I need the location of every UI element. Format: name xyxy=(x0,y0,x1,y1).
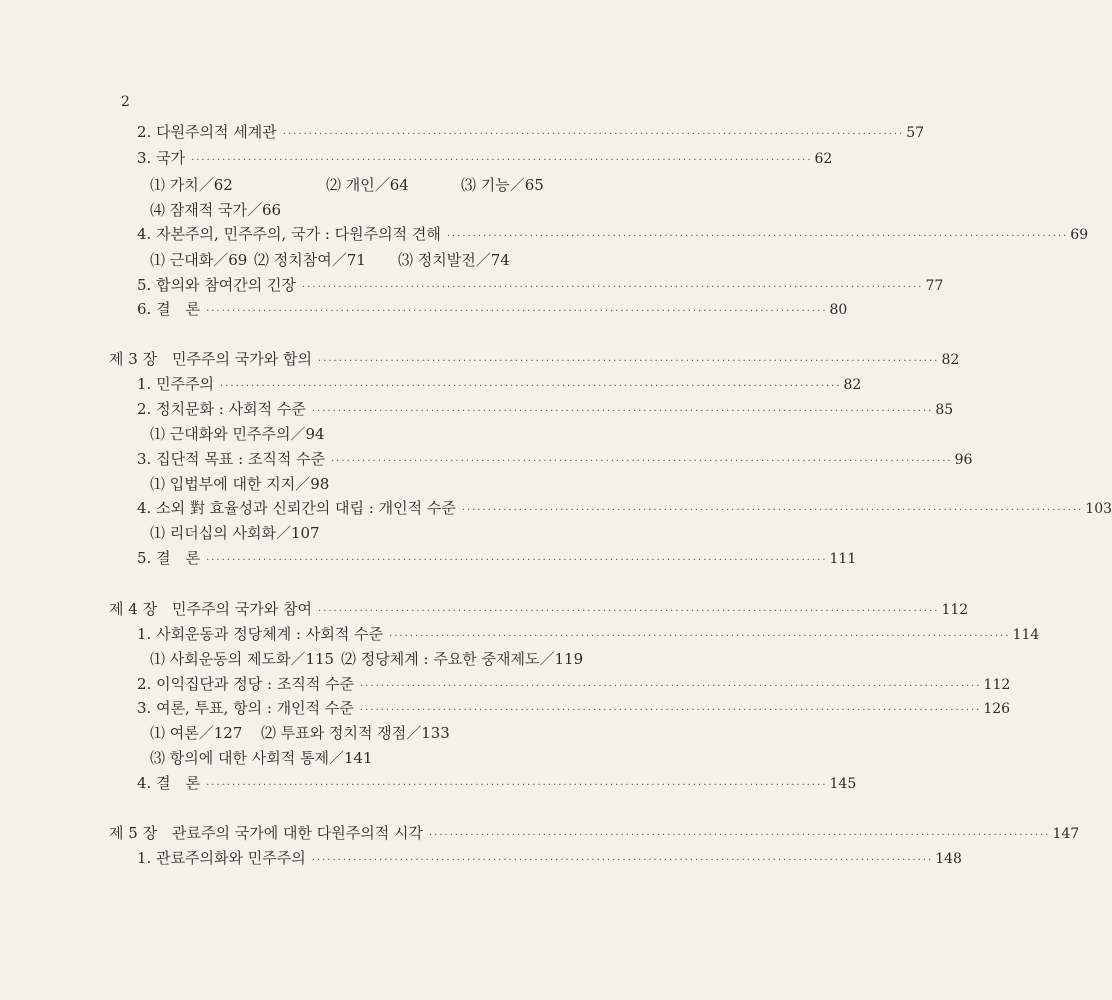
toc-entry-title: 4. 소외 對 효율성과 신뢰간의 대립 : 개인적 수준 xyxy=(137,499,456,517)
toc-entry xyxy=(137,772,857,794)
dot-leader: ························································································································ xyxy=(282,129,905,140)
dot-leader: ························································································································ xyxy=(331,456,953,467)
toc-subitem: ⑴ 가치／62 xyxy=(150,176,233,194)
toc-entry xyxy=(109,822,1080,844)
dot-leader: ························································································································ xyxy=(206,306,828,317)
toc-entry-title: 3. 집단적 목표 : 조직적 수준 xyxy=(137,450,326,468)
toc-subitem: ⑴ 근대화／69 xyxy=(150,251,248,269)
dot-leader: ························································································································ xyxy=(428,830,1051,841)
toc-entry-page: 148 xyxy=(935,851,962,867)
toc-entry-page: 114 xyxy=(1012,627,1040,643)
toc-entry-title: 제 3 장 민주주의 국가와 합의 xyxy=(109,350,313,368)
toc-entry-title: 5. 합의와 참여간의 긴장 xyxy=(137,276,297,294)
toc-subitem: ⑷ 잠재적 국가／66 xyxy=(150,201,282,219)
toc-entry xyxy=(137,847,962,869)
toc-entry-title: 제 5 장 관료주의 국가에 대한 다원주의적 시각 xyxy=(109,824,423,842)
toc-entry-title: 5. 결 론 xyxy=(137,549,201,567)
toc-entry-page: 103 xyxy=(1085,501,1112,517)
toc-entry-title: 6. 결 론 xyxy=(137,300,201,318)
dot-leader: ························································································································ xyxy=(461,505,1084,516)
toc-entry-page: 82 xyxy=(843,377,862,393)
toc-entry xyxy=(137,398,954,420)
toc-entry xyxy=(137,274,944,296)
toc-entry-page: 80 xyxy=(829,302,848,318)
toc-subitem: ⑵ 투표와 정치적 쟁점／133 xyxy=(261,724,450,742)
toc-entry xyxy=(137,673,1011,695)
dot-leader: ························································································································ xyxy=(360,681,982,692)
dot-leader: ························································································································ xyxy=(191,155,813,166)
toc-entry xyxy=(137,298,848,320)
dot-leader: ························································································································ xyxy=(359,705,982,716)
dot-leader: ························································································································ xyxy=(302,282,924,293)
toc-entry-page: 147 xyxy=(1052,826,1080,842)
toc-entry-title: 제 4 장 민주주의 국가와 참여 xyxy=(109,600,313,618)
toc-entry-page: 57 xyxy=(906,125,925,141)
toc-entry-page: 112 xyxy=(983,677,1011,693)
toc-entry-title: 1. 관료주의화와 민주주의 xyxy=(137,849,306,867)
dot-leader: ························································································································ xyxy=(206,555,828,566)
toc-entry-title: 3. 국가 xyxy=(137,149,186,167)
toc-subitem: ⑶ 항의에 대한 사회적 통제／141 xyxy=(150,749,373,767)
toc-entry-title: 1. 사회운동과 정당체계 : 사회적 수준 xyxy=(137,625,384,643)
toc-entry-title: 1. 민주주의 xyxy=(137,375,215,393)
toc-entry-page: 77 xyxy=(925,278,944,294)
toc-subitem: ⑵ 개인／64 xyxy=(326,176,409,194)
toc-subitem: ⑶ 정치발전／74 xyxy=(398,251,510,269)
toc-subitem: ⑴ 입법부에 대한 지지／98 xyxy=(150,475,330,493)
dot-leader: ························································································································ xyxy=(206,780,828,791)
toc-entry xyxy=(137,147,833,169)
toc-entry-title: 4. 결 론 xyxy=(137,774,201,792)
dot-leader: ························································································································ xyxy=(311,855,934,866)
toc-entry-title: 2. 이익집단과 정당 : 조직적 수준 xyxy=(137,675,355,693)
dot-leader: ························································································································ xyxy=(389,631,1011,642)
toc-subitem: ⑴ 여론／127 xyxy=(150,724,243,742)
toc-entry-page: 145 xyxy=(829,776,857,792)
toc-entry xyxy=(109,598,969,620)
toc-entry xyxy=(137,223,1089,245)
toc-entry xyxy=(137,497,1112,519)
toc-entry-title: 2. 다원주의적 세계관 xyxy=(137,123,277,141)
page-number: 2 xyxy=(121,94,130,110)
dot-leader: ························································································································ xyxy=(318,606,940,617)
dot-leader: ························································································································ xyxy=(220,381,842,392)
toc-entry xyxy=(137,547,857,569)
toc-entry-page: 126 xyxy=(983,701,1011,717)
toc-subitem: ⑴ 리더십의 사회화／107 xyxy=(150,524,320,542)
toc-entry-page: 69 xyxy=(1070,227,1089,243)
toc-subitem: ⑶ 기능／65 xyxy=(461,176,544,194)
toc-subitem: ⑵ 정당체계 : 주요한 중재제도／119 xyxy=(341,650,584,668)
dot-leader: ························································································································ xyxy=(311,406,934,417)
toc-entry-title: 2. 정치문화 : 사회적 수준 xyxy=(137,400,306,418)
toc-entry-title: 4. 자본주의, 민주주의, 국가 : 다원주의적 견해 xyxy=(137,225,441,243)
toc-entry-page: 96 xyxy=(954,452,973,468)
toc-subitem: ⑴ 사회운동의 제도화／115 xyxy=(150,650,335,668)
toc-entry xyxy=(137,373,862,395)
dot-leader: ························································································································ xyxy=(318,356,940,367)
toc-entry xyxy=(137,448,973,470)
toc-entry xyxy=(137,697,1011,719)
toc-entry-page: 62 xyxy=(814,151,833,167)
dot-leader: ························································································································ xyxy=(446,231,1069,242)
toc-entry-page: 82 xyxy=(941,352,960,368)
toc-entry xyxy=(109,348,960,370)
toc-entry-page: 112 xyxy=(941,602,969,618)
toc-entry xyxy=(137,121,925,143)
toc-entry-page: 111 xyxy=(829,551,857,567)
toc-subitem: ⑴ 근대화와 민주주의／94 xyxy=(150,425,325,443)
toc-entry xyxy=(137,623,1040,645)
toc-subitem: ⑵ 정치참여／71 xyxy=(254,251,366,269)
toc-entry-page: 85 xyxy=(935,402,954,418)
toc-entry-title: 3. 여론, 투표, 항의 : 개인적 수준 xyxy=(137,699,354,717)
